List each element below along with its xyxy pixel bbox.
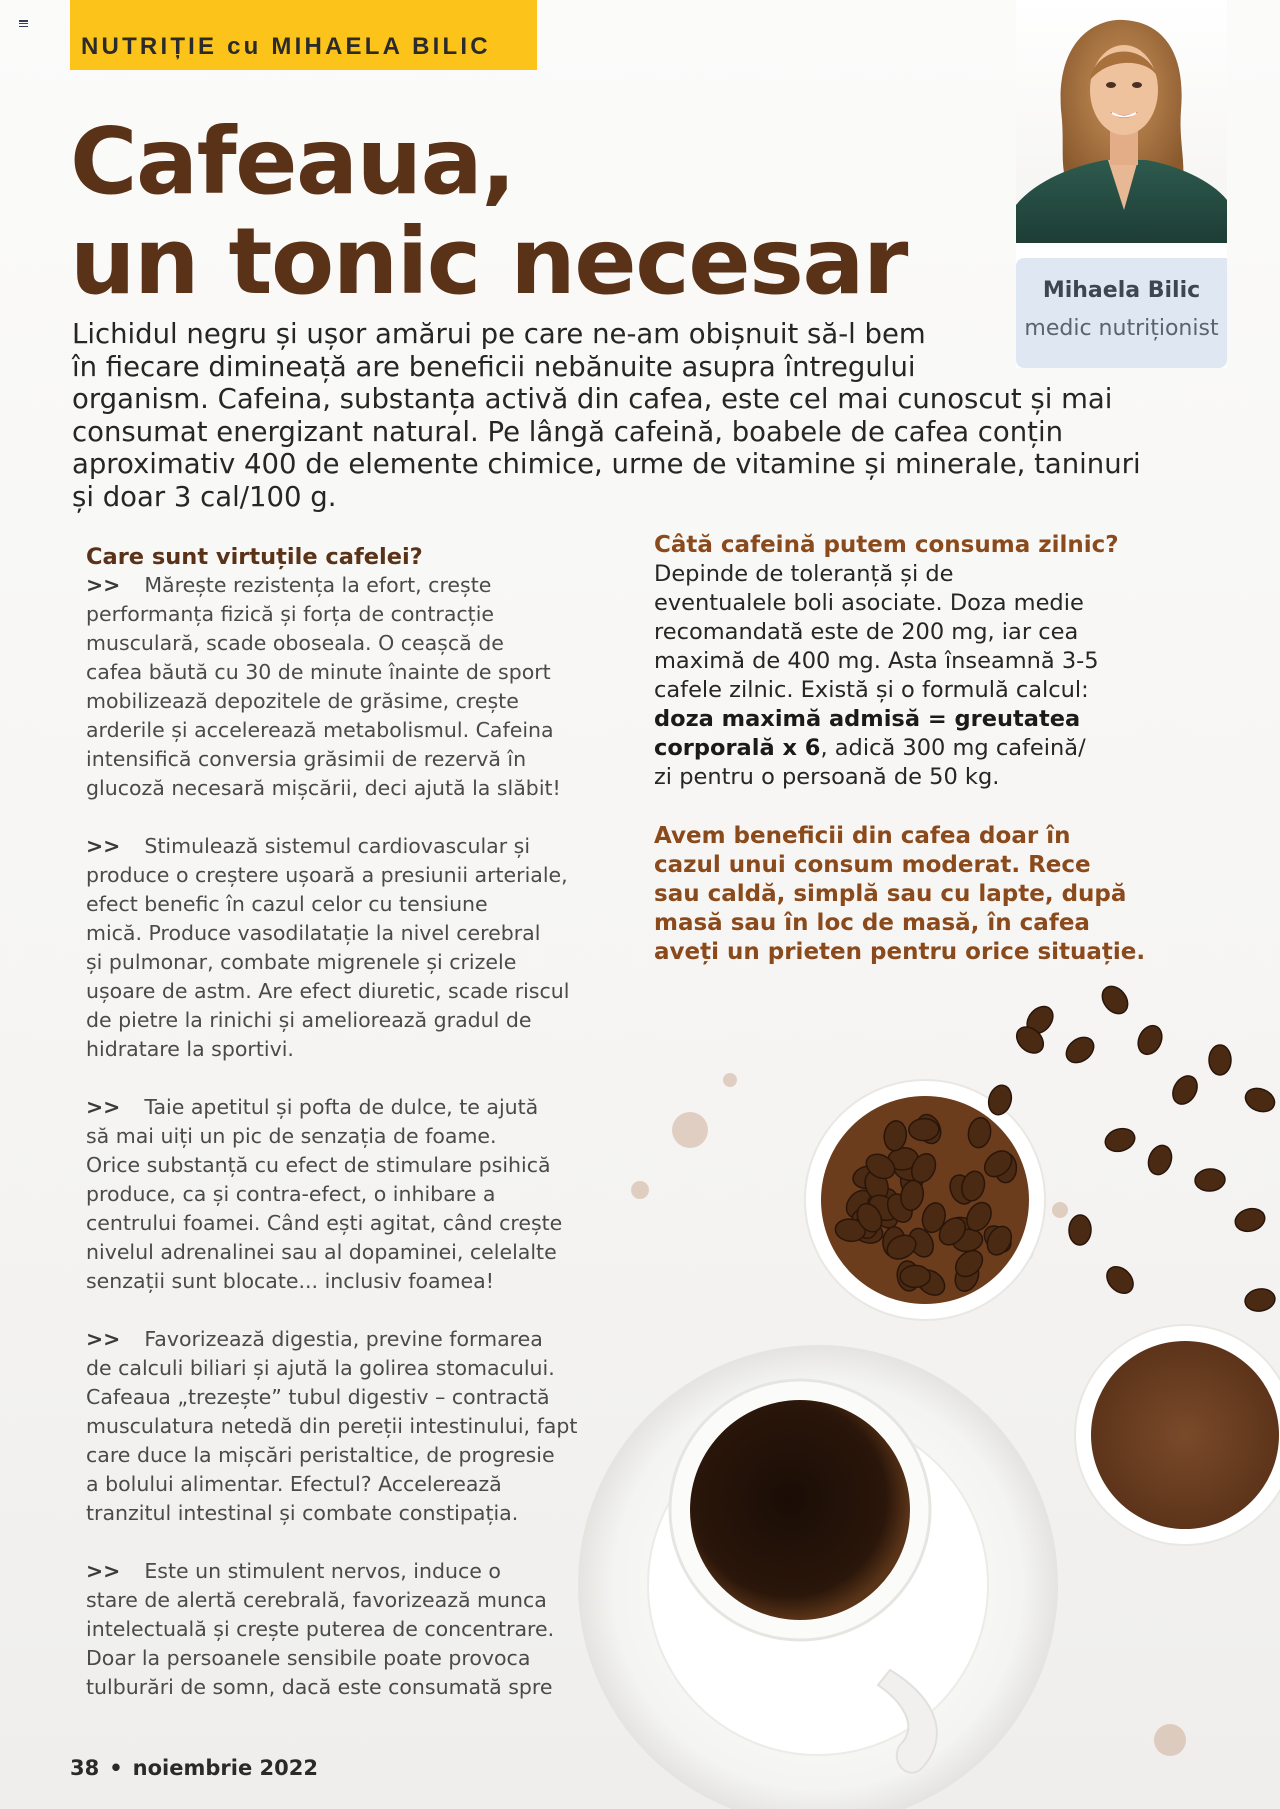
menu-icon[interactable] — [19, 20, 28, 27]
author-role: medic nutriționist — [1024, 316, 1219, 341]
coffee-bean-icon — [1102, 1125, 1137, 1155]
virtue-paragraph — [86, 1557, 566, 1702]
para-line: arderile și accelerează metabolismul. Cafeina — [86, 718, 554, 742]
bullet-marker: >> — [86, 834, 121, 858]
headline-line-1: Cafeaua, — [70, 108, 515, 215]
author-card — [1016, 0, 1227, 368]
coffee-bean-icon — [1068, 1215, 1091, 1246]
coffee-bean-icon — [1233, 1205, 1268, 1234]
para-line: musculară, scade oboseala. O ceașcă de — [86, 631, 504, 655]
bullet-marker: >> — [86, 1327, 121, 1351]
virtue-paragraph — [86, 1093, 566, 1296]
para-line: Este un stimulent nervos, induce o — [144, 1559, 501, 1583]
para-line: senzații sunt blocate... inclusiv foamea! — [86, 1269, 494, 1293]
para-line: glucoză necesară mișcării, deci ajută la slăbit! — [86, 776, 561, 800]
lead-line: aproximativ 400 de elemente chimice, urme de vitamine și minerale, taninuri — [72, 448, 1141, 480]
para-line: Stimulează sistemul cardiovascular și — [144, 834, 531, 858]
coffee-bean-icon — [900, 1265, 930, 1288]
virtue-paragraph — [86, 832, 570, 1064]
highlight-line: sau caldă, simplă sau cu lapte, după — [654, 881, 1127, 907]
daily-dose-heading: Câtă cafeină putem consuma zilnic? — [654, 532, 1119, 558]
dose-line: recomandată este de 200 mg, iar cea — [654, 619, 1079, 645]
coffee-bean-icon — [1209, 1045, 1231, 1075]
lead-line: și doar 3 cal/100 g. — [72, 480, 337, 513]
formula-bold: doza maximă admisă = greutatea — [654, 706, 1081, 732]
lead-line: consumat energizant natural. Pe lângă cafeină, boabele de cafea conțin — [72, 415, 1064, 448]
dose-line: maximă de 400 mg. Asta înseamnă 3-5 — [654, 648, 1099, 674]
formula-last: zi pentru o persoană de 50 kg. — [654, 764, 1000, 790]
lead-line: în fiecare dimineață are beneficii nebănuite asupra întregului — [72, 350, 916, 383]
para-line: produce, ca și contra-efect, o inhibare a — [86, 1182, 496, 1206]
para-line: hidratare la sportivi. — [86, 1037, 294, 1061]
virtues-column — [86, 543, 578, 1731]
coffee-bean-icon — [1061, 1032, 1098, 1068]
dose-line: cafele zilnic. Există și o formulă calcul: — [654, 677, 1089, 703]
para-line: Cafeaua „trezește” tubul digestiv – contractă — [86, 1385, 550, 1409]
para-line: care duce la mișcări peristaltice, de progresie — [86, 1443, 555, 1467]
para-line: Favorizează digestia, previne formarea — [144, 1327, 543, 1351]
para-line: ușoare de astm. Are efect diuretic, scade riscul — [86, 979, 570, 1003]
para-line: stare de alertă cerebrală, favorizează munca — [86, 1588, 547, 1612]
coffee-bean-icon — [1194, 1168, 1225, 1192]
coffee-bean-icon — [1145, 1142, 1176, 1178]
highlight-line: Avem beneficii din cafea doar în — [654, 823, 1071, 849]
para-line: cafea băută cu 30 de minute înainte de sport — [86, 660, 551, 684]
bullet-marker: >> — [86, 573, 121, 597]
article-headline — [70, 108, 970, 315]
coffee-bean-icon — [1243, 1287, 1276, 1313]
lead-line: Lichidul negru și ușor amărui pe care ne-am obișnuit să-l bem — [72, 318, 926, 350]
author-portrait-image — [1016, 0, 1227, 243]
para-line: de pietre la rinichi și ameliorează gradul de — [86, 1008, 532, 1032]
section-tag — [70, 0, 537, 70]
para-line: mică. Produce vasodilatație la nivel cerebral — [86, 921, 541, 945]
para-line: mobilizează depozitele de grăsime, crește — [86, 689, 519, 713]
para-line: efect benefic în cazul celor cu tensiune — [86, 892, 488, 916]
para-line: centrului foamei. Când ești agitat, când crește — [86, 1211, 563, 1235]
para-line: intensifică conversia grăsimii de rezervă în — [86, 747, 527, 771]
para-line: Taie apetitul și pofta de dulce, te ajută — [144, 1095, 539, 1119]
bullet-marker: >> — [86, 1095, 121, 1119]
formula-bold: corporală x 6 — [654, 735, 821, 761]
para-line: nivelul adrenalinei sau al dopaminei, celelalte — [86, 1240, 557, 1264]
para-line: Orice substanță cu efect de stimulare psihică — [86, 1153, 551, 1177]
coffee-bean-icon — [1102, 1262, 1139, 1299]
virtues-heading: Care sunt virtuțile cafelei? — [86, 544, 423, 570]
formula-rest: , adică 300 mg cafeină/ — [820, 735, 1086, 761]
highlight-line: masă sau în loc de masă, în cafea — [654, 910, 1090, 936]
para-line: performanța fizică și forța de contracție — [86, 602, 495, 626]
para-line: să mai uiți un pic de senzația de foame. — [86, 1124, 497, 1148]
daily-dose-column — [654, 531, 1146, 967]
para-line: tulburări de somn, dacă este consumată spre — [86, 1675, 553, 1699]
moderation-highlight — [654, 822, 1146, 967]
dose-line: Depinde de toleranță și de — [654, 561, 954, 587]
bullet-marker: >> — [86, 1559, 121, 1583]
highlight-line: aveți un prieten pentru orice situație. — [654, 939, 1146, 965]
dose-line: eventualele boli asociate. Doza medie — [654, 590, 1084, 616]
coffee-illustration — [560, 980, 1280, 1809]
section-tag-label: NUTRIȚIE cu MIHAELA BILIC — [81, 33, 491, 60]
coffee-cup-and-beans-image — [560, 980, 1280, 1809]
page-footer — [70, 1756, 318, 1780]
para-line: Mărește rezistența la efort, crește — [144, 573, 492, 597]
virtue-paragraph — [86, 571, 566, 803]
para-line: produce o creștere ușoară a presiunii arteriale, — [86, 863, 568, 887]
issue-date: noiembrie 2022 — [132, 1756, 318, 1780]
para-line: intelectuală și crește puterea de concentrare. — [86, 1617, 555, 1641]
para-line: de calculi biliari și ajută la golirea stomacului. — [86, 1356, 555, 1380]
page-number: 38 — [70, 1756, 100, 1780]
virtue-paragraph — [86, 1325, 578, 1528]
para-line: a bolului alimentar. Efectul? Accelerează — [86, 1472, 502, 1496]
coffee-bean-icon — [1134, 1022, 1167, 1058]
highlight-line: cazul unui consum moderat. Rece — [654, 852, 1091, 878]
author-name: Mihaela Bilic — [1042, 278, 1201, 303]
coffee-bean-icon — [1168, 1072, 1202, 1109]
coffee-bean-icon — [1242, 1084, 1278, 1116]
para-line: tranzitul intestinal și combate constipația. — [86, 1501, 519, 1525]
coffee-bean-icon — [908, 1118, 939, 1141]
lead-paragraph — [72, 318, 1212, 513]
para-line: musculatura netedă din pereții intestinului, fapt — [86, 1414, 578, 1438]
headline-line-2: un tonic necesar — [70, 208, 907, 315]
author-photo — [1016, 0, 1227, 243]
para-line: și pulmonar, combate migrenele și crizele — [86, 950, 517, 974]
para-line: Doar la persoanele sensibile poate provoca — [86, 1646, 531, 1670]
coffee-bean-icon — [1097, 981, 1133, 1018]
footer-separator: • — [109, 1756, 123, 1780]
lead-line: organism. Cafeina, substanța activă din cafea, este cel mai cunoscut și mai — [72, 383, 1113, 415]
